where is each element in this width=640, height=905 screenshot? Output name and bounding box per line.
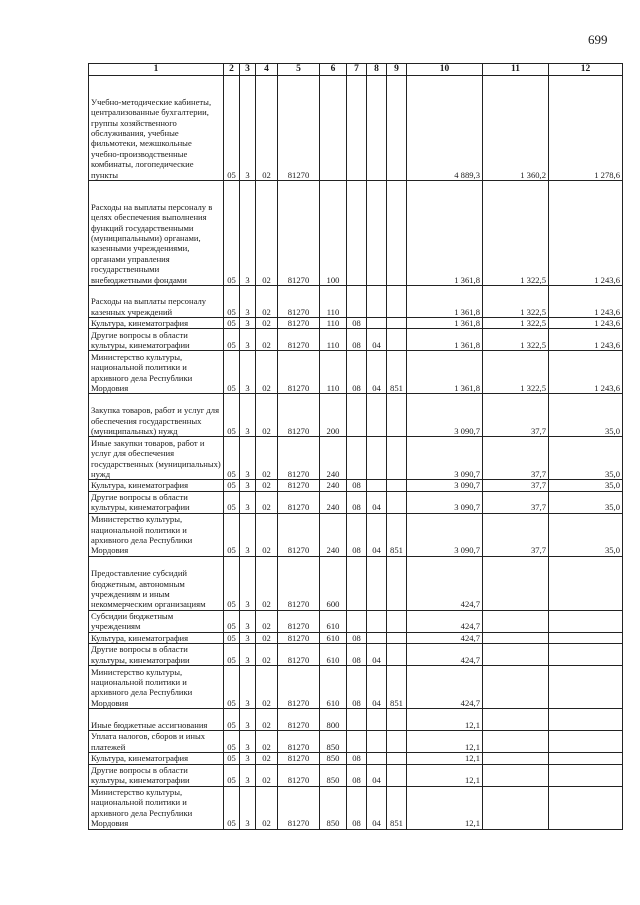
table-row <box>89 709 623 731</box>
amount-year1-cell: 1 361,8 <box>407 181 483 286</box>
column-header: 1 <box>89 64 224 76</box>
subsection-cell: 04 <box>367 666 387 709</box>
event-code-cell: 02 <box>256 329 278 351</box>
ministry-code-cell <box>387 329 407 351</box>
amount-year1-cell: 12,1 <box>407 731 483 753</box>
event-code-cell: 02 <box>256 351 278 394</box>
row-name-cell: Министерство культуры, национальной политики и архивного дела Республики Мордовия <box>89 513 224 556</box>
expense-direction-cell: 81270 <box>278 632 320 643</box>
section-cell: 08 <box>347 329 367 351</box>
column-header: 7 <box>347 64 367 76</box>
expense-type-cell: 850 <box>320 786 347 829</box>
table-row <box>89 480 623 491</box>
subprogram-code-cell: 3 <box>240 318 256 329</box>
amount-year2-cell <box>483 709 549 731</box>
expense-direction-cell: 81270 <box>278 666 320 709</box>
amount-year3-cell <box>549 786 623 829</box>
amount-year2-cell <box>483 644 549 666</box>
section-cell: 08 <box>347 318 367 329</box>
section-cell: 08 <box>347 764 367 786</box>
expense-direction-cell: 81270 <box>278 329 320 351</box>
amount-year1-cell: 424,7 <box>407 610 483 632</box>
amount-year2-cell: 1 322,5 <box>483 329 549 351</box>
amount-year1-cell: 3 090,7 <box>407 491 483 513</box>
column-header: 5 <box>278 64 320 76</box>
subprogram-code-cell: 3 <box>240 753 256 764</box>
event-code-cell: 02 <box>256 731 278 753</box>
section-code-cell: 05 <box>224 491 240 513</box>
expense-direction-cell: 81270 <box>278 76 320 181</box>
section-code-cell: 05 <box>224 610 240 632</box>
subsection-cell: 04 <box>367 786 387 829</box>
amount-year1-cell: 3 090,7 <box>407 480 483 491</box>
expense-direction-cell: 81270 <box>278 610 320 632</box>
row-name-cell: Иные закупки товаров, работ и услуг для обеспечения государственных (муниципальных) нужд <box>89 437 224 480</box>
section-code-cell: 05 <box>224 181 240 286</box>
event-code-cell: 02 <box>256 764 278 786</box>
subsection-cell: 04 <box>367 764 387 786</box>
row-name-cell: Другие вопросы в области культуры, кинематографии <box>89 764 224 786</box>
section-code-cell: 05 <box>224 329 240 351</box>
section-cell: 08 <box>347 513 367 556</box>
expense-type-cell: 110 <box>320 318 347 329</box>
amount-year1-cell: 3 090,7 <box>407 513 483 556</box>
row-name-cell: Расходы на выплаты персоналу казенных учреждений <box>89 286 224 318</box>
ministry-code-cell <box>387 632 407 643</box>
ministry-code-cell <box>387 610 407 632</box>
ministry-code-cell <box>387 318 407 329</box>
amount-year3-cell <box>549 610 623 632</box>
amount-year1-cell: 1 361,8 <box>407 351 483 394</box>
row-name-cell: Другие вопросы в области культуры, кинематографии <box>89 491 224 513</box>
event-code-cell: 02 <box>256 181 278 286</box>
amount-year2-cell: 1 322,5 <box>483 318 549 329</box>
subprogram-code-cell: 3 <box>240 709 256 731</box>
column-header: 2 <box>224 64 240 76</box>
expense-direction-cell: 81270 <box>278 753 320 764</box>
expense-type-cell: 850 <box>320 731 347 753</box>
expense-direction-cell: 81270 <box>278 437 320 480</box>
table-row <box>89 644 623 666</box>
expense-direction-cell: 81270 <box>278 556 320 610</box>
expense-direction-cell: 81270 <box>278 644 320 666</box>
subsection-cell: 04 <box>367 329 387 351</box>
amount-year2-cell: 37,7 <box>483 394 549 437</box>
row-name-cell: Министерство культуры, национальной политики и архивного дела Республики Мордовия <box>89 786 224 829</box>
amount-year3-cell <box>549 764 623 786</box>
row-name-cell: Культура, кинематография <box>89 318 224 329</box>
expense-type-cell: 110 <box>320 286 347 318</box>
expense-direction-cell: 81270 <box>278 731 320 753</box>
subprogram-code-cell: 3 <box>240 666 256 709</box>
event-code-cell: 02 <box>256 709 278 731</box>
subsection-cell <box>367 76 387 181</box>
subprogram-code-cell: 3 <box>240 394 256 437</box>
section-cell: 08 <box>347 753 367 764</box>
section-code-cell: 05 <box>224 556 240 610</box>
ministry-code-cell: 851 <box>387 513 407 556</box>
column-header: 8 <box>367 64 387 76</box>
expense-direction-cell: 81270 <box>278 318 320 329</box>
expense-type-cell: 200 <box>320 394 347 437</box>
table-row <box>89 764 623 786</box>
ministry-code-cell <box>387 491 407 513</box>
subprogram-code-cell: 3 <box>240 513 256 556</box>
amount-year3-cell <box>549 644 623 666</box>
subprogram-code-cell: 3 <box>240 731 256 753</box>
amount-year3-cell <box>549 632 623 643</box>
table-row <box>89 394 623 437</box>
table-row <box>89 437 623 480</box>
section-cell: 08 <box>347 491 367 513</box>
amount-year2-cell: 37,7 <box>483 480 549 491</box>
subprogram-code-cell: 3 <box>240 610 256 632</box>
table-row <box>89 632 623 643</box>
amount-year2-cell: 37,7 <box>483 437 549 480</box>
table-body <box>89 76 623 830</box>
section-cell: 08 <box>347 786 367 829</box>
subprogram-code-cell: 3 <box>240 480 256 491</box>
event-code-cell: 02 <box>256 513 278 556</box>
row-name-cell: Субсидии бюджетным учреждениям <box>89 610 224 632</box>
amount-year3-cell: 1 278,6 <box>549 76 623 181</box>
section-code-cell: 05 <box>224 286 240 318</box>
amount-year2-cell <box>483 731 549 753</box>
row-name-cell: Министерство культуры, национальной политики и архивного дела Республики Мордовия <box>89 351 224 394</box>
table-row <box>89 491 623 513</box>
expense-direction-cell: 81270 <box>278 513 320 556</box>
subprogram-code-cell: 3 <box>240 764 256 786</box>
ministry-code-cell: 851 <box>387 666 407 709</box>
expense-type-cell: 100 <box>320 181 347 286</box>
subsection-cell <box>367 437 387 480</box>
amount-year2-cell: 1 360,2 <box>483 76 549 181</box>
table-row <box>89 351 623 394</box>
event-code-cell: 02 <box>256 437 278 480</box>
subsection-cell <box>367 709 387 731</box>
ministry-code-cell <box>387 181 407 286</box>
expense-direction-cell: 81270 <box>278 181 320 286</box>
amount-year2-cell <box>483 632 549 643</box>
section-cell <box>347 181 367 286</box>
amount-year3-cell <box>549 666 623 709</box>
section-code-cell: 05 <box>224 480 240 491</box>
subsection-cell: 04 <box>367 351 387 394</box>
column-header: 9 <box>387 64 407 76</box>
expense-direction-cell: 81270 <box>278 786 320 829</box>
amount-year2-cell: 1 322,5 <box>483 181 549 286</box>
amount-year1-cell: 4 889,3 <box>407 76 483 181</box>
table-row <box>89 786 623 829</box>
section-code-cell: 05 <box>224 437 240 480</box>
column-header: 11 <box>483 64 549 76</box>
section-code-cell: 05 <box>224 351 240 394</box>
expense-direction-cell: 81270 <box>278 286 320 318</box>
row-name-cell: Культура, кинематография <box>89 632 224 643</box>
amount-year1-cell: 12,1 <box>407 753 483 764</box>
amount-year3-cell: 35,0 <box>549 491 623 513</box>
amount-year3-cell: 1 243,6 <box>549 329 623 351</box>
subsection-cell <box>367 556 387 610</box>
ministry-code-cell <box>387 709 407 731</box>
amount-year3-cell: 1 243,6 <box>549 181 623 286</box>
row-name-cell: Учебно-методические кабинеты, централизованные бухгалтерии, группы хозяйственного обслуживания, учебные фильмотеки, межшкольные учебно-производственные комбинаты, логопедические пункты <box>89 76 224 181</box>
ministry-code-cell <box>387 731 407 753</box>
expense-type-cell <box>320 76 347 181</box>
amount-year3-cell <box>549 556 623 610</box>
expense-direction-cell: 81270 <box>278 394 320 437</box>
subprogram-code-cell: 3 <box>240 181 256 286</box>
expense-type-cell: 610 <box>320 632 347 643</box>
section-cell: 08 <box>347 666 367 709</box>
amount-year2-cell <box>483 786 549 829</box>
subprogram-code-cell: 3 <box>240 437 256 480</box>
amount-year1-cell: 3 090,7 <box>407 394 483 437</box>
event-code-cell: 02 <box>256 556 278 610</box>
column-header: 4 <box>256 64 278 76</box>
subprogram-code-cell: 3 <box>240 351 256 394</box>
amount-year1-cell: 1 361,8 <box>407 286 483 318</box>
amount-year1-cell: 424,7 <box>407 556 483 610</box>
table-row <box>89 318 623 329</box>
subprogram-code-cell: 3 <box>240 786 256 829</box>
subprogram-code-cell: 3 <box>240 286 256 318</box>
section-code-cell: 05 <box>224 318 240 329</box>
expense-type-cell: 610 <box>320 610 347 632</box>
subsection-cell <box>367 480 387 491</box>
section-cell <box>347 394 367 437</box>
subsection-cell <box>367 181 387 286</box>
event-code-cell: 02 <box>256 491 278 513</box>
amount-year1-cell: 424,7 <box>407 666 483 709</box>
amount-year2-cell: 1 322,5 <box>483 351 549 394</box>
amount-year2-cell <box>483 666 549 709</box>
event-code-cell: 02 <box>256 286 278 318</box>
subsection-cell <box>367 318 387 329</box>
table-row <box>89 76 623 181</box>
section-code-cell: 05 <box>224 644 240 666</box>
ministry-code-cell <box>387 480 407 491</box>
event-code-cell: 02 <box>256 753 278 764</box>
expense-type-cell: 800 <box>320 709 347 731</box>
row-name-cell: Другие вопросы в области культуры, кинематографии <box>89 329 224 351</box>
section-cell: 08 <box>347 644 367 666</box>
expense-direction-cell: 81270 <box>278 764 320 786</box>
row-name-cell: Закупка товаров, работ и услуг для обеспечения государственных (муниципальных) нужд <box>89 394 224 437</box>
amount-year3-cell <box>549 731 623 753</box>
amount-year2-cell <box>483 556 549 610</box>
ministry-code-cell <box>387 764 407 786</box>
subsection-cell <box>367 753 387 764</box>
section-cell <box>347 76 367 181</box>
subprogram-code-cell: 3 <box>240 644 256 666</box>
section-code-cell: 05 <box>224 76 240 181</box>
amount-year1-cell: 1 361,8 <box>407 318 483 329</box>
subsection-cell <box>367 286 387 318</box>
row-name-cell: Иные бюджетные ассигнования <box>89 709 224 731</box>
row-name-cell: Уплата налогов, сборов и иных платежей <box>89 731 224 753</box>
amount-year1-cell: 12,1 <box>407 709 483 731</box>
expense-direction-cell: 81270 <box>278 491 320 513</box>
table-row <box>89 181 623 286</box>
subprogram-code-cell: 3 <box>240 76 256 181</box>
table-row <box>89 513 623 556</box>
subprogram-code-cell: 3 <box>240 556 256 610</box>
row-name-cell: Предоставление субсидий бюджетным, автономным учреждениям и иным некоммерческим организациям <box>89 556 224 610</box>
amount-year3-cell <box>549 709 623 731</box>
expense-type-cell: 610 <box>320 666 347 709</box>
column-header: 10 <box>407 64 483 76</box>
section-code-cell: 05 <box>224 786 240 829</box>
table-row <box>89 329 623 351</box>
amount-year1-cell: 1 361,8 <box>407 329 483 351</box>
section-cell <box>347 731 367 753</box>
amount-year2-cell <box>483 610 549 632</box>
expense-type-cell: 240 <box>320 437 347 480</box>
expense-type-cell: 240 <box>320 480 347 491</box>
amount-year1-cell: 12,1 <box>407 786 483 829</box>
ministry-code-cell: 851 <box>387 351 407 394</box>
ministry-code-cell: 851 <box>387 786 407 829</box>
subprogram-code-cell: 3 <box>240 632 256 643</box>
expense-direction-cell: 81270 <box>278 480 320 491</box>
subsection-cell: 04 <box>367 491 387 513</box>
header-row <box>89 64 623 76</box>
subsection-cell <box>367 394 387 437</box>
section-code-cell: 05 <box>224 764 240 786</box>
table-row <box>89 753 623 764</box>
subprogram-code-cell: 3 <box>240 491 256 513</box>
amount-year1-cell: 3 090,7 <box>407 437 483 480</box>
ministry-code-cell <box>387 394 407 437</box>
amount-year3-cell: 1 243,6 <box>549 351 623 394</box>
section-cell <box>347 556 367 610</box>
budget-table <box>88 63 623 830</box>
event-code-cell: 02 <box>256 610 278 632</box>
table-row <box>89 610 623 632</box>
table-row <box>89 286 623 318</box>
expense-direction-cell: 81270 <box>278 709 320 731</box>
amount-year3-cell: 35,0 <box>549 437 623 480</box>
event-code-cell: 02 <box>256 786 278 829</box>
section-cell <box>347 610 367 632</box>
column-header: 6 <box>320 64 347 76</box>
event-code-cell: 02 <box>256 632 278 643</box>
event-code-cell: 02 <box>256 318 278 329</box>
column-header: 3 <box>240 64 256 76</box>
amount-year3-cell: 35,0 <box>549 480 623 491</box>
section-code-cell: 05 <box>224 666 240 709</box>
row-name-cell: Культура, кинематография <box>89 480 224 491</box>
amount-year1-cell: 12,1 <box>407 764 483 786</box>
section-code-cell: 05 <box>224 632 240 643</box>
expense-type-cell: 850 <box>320 764 347 786</box>
ministry-code-cell <box>387 437 407 480</box>
table-row <box>89 666 623 709</box>
expense-type-cell: 610 <box>320 644 347 666</box>
section-cell: 08 <box>347 480 367 491</box>
section-code-cell: 05 <box>224 513 240 556</box>
row-name-cell: Расходы на выплаты персоналу в целях обеспечения выполнения функций государственными (муниципальными) органами, казенными учреждениями, органами управления государственными внебюджетными фондами <box>89 181 224 286</box>
expense-type-cell: 110 <box>320 351 347 394</box>
ministry-code-cell <box>387 76 407 181</box>
event-code-cell: 02 <box>256 76 278 181</box>
subsection-cell <box>367 632 387 643</box>
amount-year2-cell: 1 322,5 <box>483 286 549 318</box>
amount-year1-cell: 424,7 <box>407 644 483 666</box>
column-header: 12 <box>549 64 623 76</box>
amount-year3-cell <box>549 753 623 764</box>
amount-year2-cell: 37,7 <box>483 513 549 556</box>
expense-type-cell: 240 <box>320 491 347 513</box>
amount-year3-cell: 1 243,6 <box>549 318 623 329</box>
event-code-cell: 02 <box>256 666 278 709</box>
section-code-cell: 05 <box>224 394 240 437</box>
section-code-cell: 05 <box>224 731 240 753</box>
amount-year1-cell: 424,7 <box>407 632 483 643</box>
expense-type-cell: 110 <box>320 329 347 351</box>
row-name-cell: Министерство культуры, национальной политики и архивного дела Республики Мордовия <box>89 666 224 709</box>
expense-type-cell: 850 <box>320 753 347 764</box>
amount-year2-cell: 37,7 <box>483 491 549 513</box>
section-cell: 08 <box>347 351 367 394</box>
table-row <box>89 556 623 610</box>
event-code-cell: 02 <box>256 394 278 437</box>
subprogram-code-cell: 3 <box>240 329 256 351</box>
amount-year3-cell: 35,0 <box>549 513 623 556</box>
event-code-cell: 02 <box>256 480 278 491</box>
ministry-code-cell <box>387 556 407 610</box>
amount-year3-cell: 1 243,6 <box>549 286 623 318</box>
row-name-cell: Культура, кинематография <box>89 753 224 764</box>
section-code-cell: 05 <box>224 709 240 731</box>
expense-type-cell: 240 <box>320 513 347 556</box>
expense-direction-cell: 81270 <box>278 351 320 394</box>
section-cell <box>347 709 367 731</box>
expense-type-cell: 600 <box>320 556 347 610</box>
page-number: 699 <box>588 32 608 47</box>
section-cell: 08 <box>347 632 367 643</box>
amount-year3-cell: 35,0 <box>549 394 623 437</box>
event-code-cell: 02 <box>256 644 278 666</box>
subsection-cell <box>367 610 387 632</box>
section-cell <box>347 286 367 318</box>
ministry-code-cell <box>387 286 407 318</box>
table-row <box>89 731 623 753</box>
subsection-cell: 04 <box>367 644 387 666</box>
ministry-code-cell <box>387 753 407 764</box>
subsection-cell <box>367 731 387 753</box>
section-cell <box>347 437 367 480</box>
amount-year2-cell <box>483 764 549 786</box>
row-name-cell: Другие вопросы в области культуры, кинематографии <box>89 644 224 666</box>
subsection-cell: 04 <box>367 513 387 556</box>
amount-year2-cell <box>483 753 549 764</box>
ministry-code-cell <box>387 644 407 666</box>
section-code-cell: 05 <box>224 753 240 764</box>
